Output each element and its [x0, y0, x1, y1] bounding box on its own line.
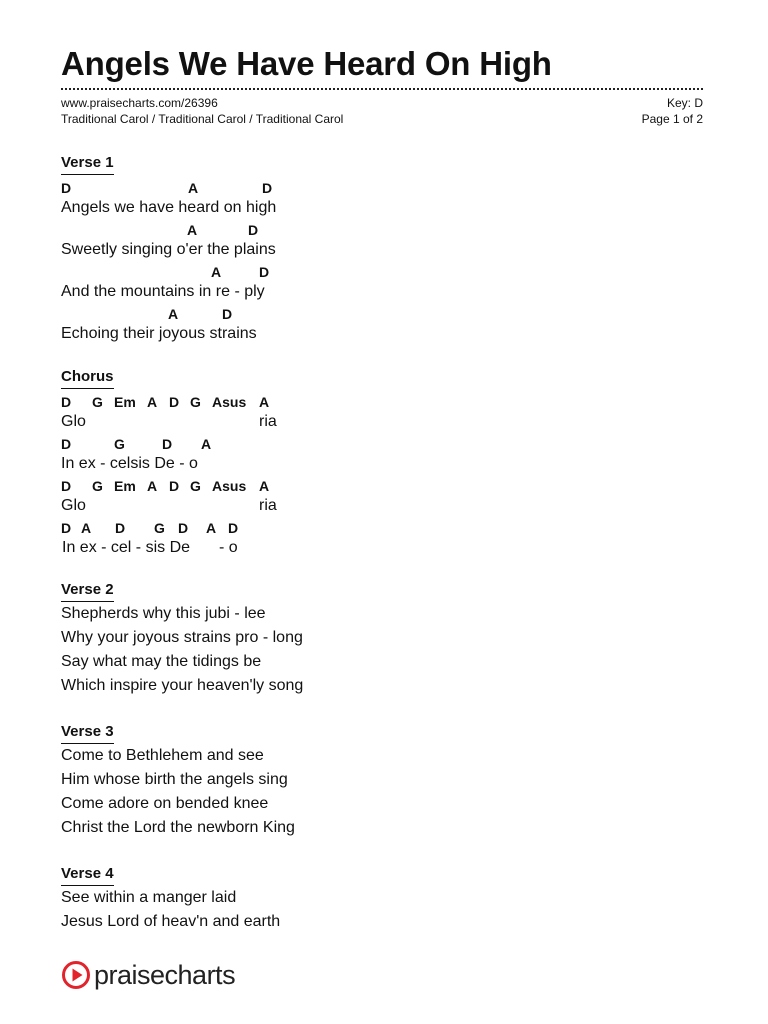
song-meta [61, 95, 343, 127]
chord: D [61, 478, 72, 494]
chord-line [61, 478, 703, 516]
chord: G [154, 520, 165, 536]
lyric-line: In ex - celsis De - o [61, 455, 198, 472]
chord-row [61, 394, 703, 412]
section-label-verse-1: Verse 1 [61, 154, 114, 175]
song-key: Key: D [666, 96, 703, 110]
chord: Asus [212, 478, 247, 494]
chord: D [262, 180, 273, 196]
chord: G [114, 436, 125, 452]
chord: A [206, 520, 217, 536]
lyric-line [61, 412, 703, 432]
song-key-info [642, 95, 703, 127]
lyric-line: Angels we have heard on high [61, 199, 277, 216]
lyric-line: Christ the Lord the newborn King [61, 819, 295, 836]
lyric-line: Say what may the tidings be [61, 653, 262, 670]
chord: A [168, 306, 179, 322]
chord: D [61, 394, 72, 410]
lyric-fragment: Glo [61, 497, 86, 514]
lyric-line [61, 538, 703, 558]
chord: D [115, 520, 126, 536]
chord: A [147, 394, 158, 410]
section-label-verse-4: Verse 4 [61, 865, 114, 886]
chord: Asus [212, 394, 247, 410]
section-label-verse-2: Verse 2 [61, 581, 114, 602]
chord: D [169, 394, 180, 410]
lyric-line: Sweetly singing o'er the plains [61, 241, 276, 258]
chord-line [61, 264, 703, 302]
chord: G [190, 478, 201, 494]
chord-line [61, 394, 703, 432]
chord: G [92, 394, 103, 410]
chord: D [61, 520, 72, 536]
lyric-fragment: Glo [61, 413, 86, 430]
chord: A [201, 436, 212, 452]
chord-row [61, 520, 703, 538]
title-divider [61, 88, 703, 90]
song-title: Angels We Have Heard On High [61, 45, 552, 82]
chord: Em [114, 394, 136, 410]
chord: A [259, 478, 270, 494]
section-label-verse-3: Verse 3 [61, 723, 114, 744]
chord: D [228, 520, 239, 536]
lyric-line: Come adore on bended knee [61, 795, 269, 812]
play-circle-icon [61, 960, 91, 990]
chord-line [61, 436, 703, 474]
lyric-fragment: ria [259, 413, 277, 430]
chord-row [61, 478, 703, 496]
chord-line [61, 180, 703, 218]
lyric-line: Come to Bethlehem and see [61, 747, 264, 764]
lyric-line: Shepherds why this jubi - lee [61, 605, 266, 622]
chord-line [61, 222, 703, 260]
chord: A [188, 180, 199, 196]
chord: D [222, 306, 233, 322]
section-label-chorus: Chorus [61, 368, 114, 389]
chord: D [178, 520, 189, 536]
logo-text: praisecharts [94, 960, 236, 990]
chord: A [187, 222, 198, 238]
chord-row [61, 306, 703, 324]
song-url[interactable]: www.praisecharts.com/26396 [61, 96, 218, 110]
chord: D [61, 180, 72, 196]
page-number: Page 1 of 2 [641, 112, 703, 126]
song-credits: Traditional Carol / Traditional Carol / Traditional Carol [61, 112, 344, 126]
chord: G [92, 478, 103, 494]
lyric-line: Jesus Lord of heav'n and earth [61, 913, 281, 930]
chord-row [61, 180, 703, 198]
chord: G [190, 394, 201, 410]
lyric-line [61, 496, 703, 516]
lyric-line: Which inspire your heaven'ly song [61, 677, 304, 694]
lyric-fragment: ria [259, 497, 277, 514]
chord: A [81, 520, 92, 536]
lyric-line: See within a manger laid [61, 889, 237, 906]
chord: A [147, 478, 158, 494]
chord: Em [114, 478, 136, 494]
chord-row [61, 436, 703, 454]
chord: D [248, 222, 259, 238]
lyric-line: Echoing their joyous strains [61, 325, 257, 342]
chord: D [169, 478, 180, 494]
lyric-line: Why your joyous strains pro - long [61, 629, 303, 646]
lyric-fragment: In ex - cel - sis De [62, 539, 191, 556]
chord-row [61, 222, 703, 240]
chord-line [61, 306, 703, 344]
chord-line [61, 520, 703, 558]
praisecharts-logo[interactable] [61, 957, 235, 993]
chord: D [61, 436, 72, 452]
chord: D [259, 264, 270, 280]
chord-row [61, 264, 703, 282]
lyric-fragment: - o [219, 539, 238, 556]
chord: A [211, 264, 222, 280]
chord: D [162, 436, 173, 452]
lyric-line: And the mountains in re - ply [61, 283, 265, 300]
chord: A [259, 394, 270, 410]
lyric-line: Him whose birth the angels sing [61, 771, 288, 788]
